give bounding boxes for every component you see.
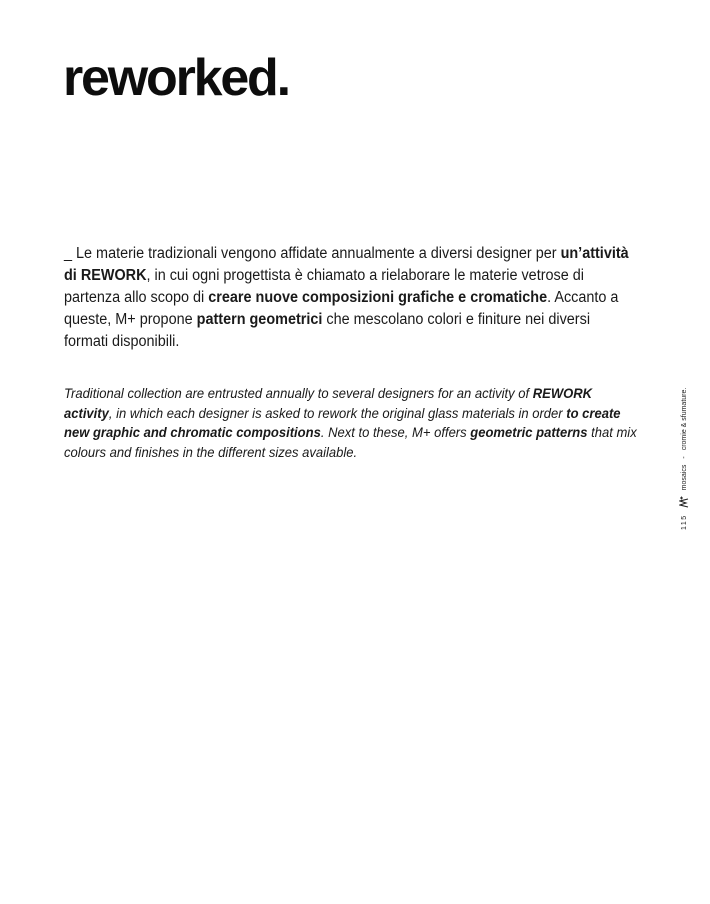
english-text-1: Traditional collection are entrusted annually to several designers for an activity of [64,385,533,401]
italian-bold-3: pattern geometrici [196,311,323,328]
brand-name: mosaics [680,464,688,491]
italian-bold-1: un’attività di REWORK [64,245,629,284]
page-number: 115 [680,514,688,530]
english-text-2: , in which each designer is asked to rework the original glass materials in order [108,404,567,421]
english-text-4: that mix colours and finishes in the different sizes available. [64,424,637,460]
english-bold-2: to create new graphic and chromatic compositions [64,404,621,440]
footer-separator: - [680,456,688,459]
section-name: cromie & sfumature. [680,387,688,451]
page-footer [678,370,690,530]
italian-text-4: che mescolano colori e finiture nei diversi formati disponibili. [64,311,591,350]
english-bold-1: REWORK activity [64,385,593,421]
italian-bold-2: creare nuove composizioni grafiche e cromatiche [208,289,548,306]
m-plus-logo-icon [679,496,689,508]
page-title: reworked. [63,49,289,107]
english-bold-3: geometric patterns [470,424,588,440]
english-text-3: . Next to these, M+ offers [320,424,471,440]
italian-paragraph [64,243,633,353]
italian-text-1: _ Le materie tradizionali vengono affidate annualmente a diversi designer per [64,245,561,262]
italian-text-2: , in cui ogni progettista è chiamato a rielaborare le materie vetrose di partenza allo scopo di [64,267,584,306]
italian-text-3: . Accanto a queste, M+ propone [64,289,619,328]
english-paragraph [64,384,641,462]
